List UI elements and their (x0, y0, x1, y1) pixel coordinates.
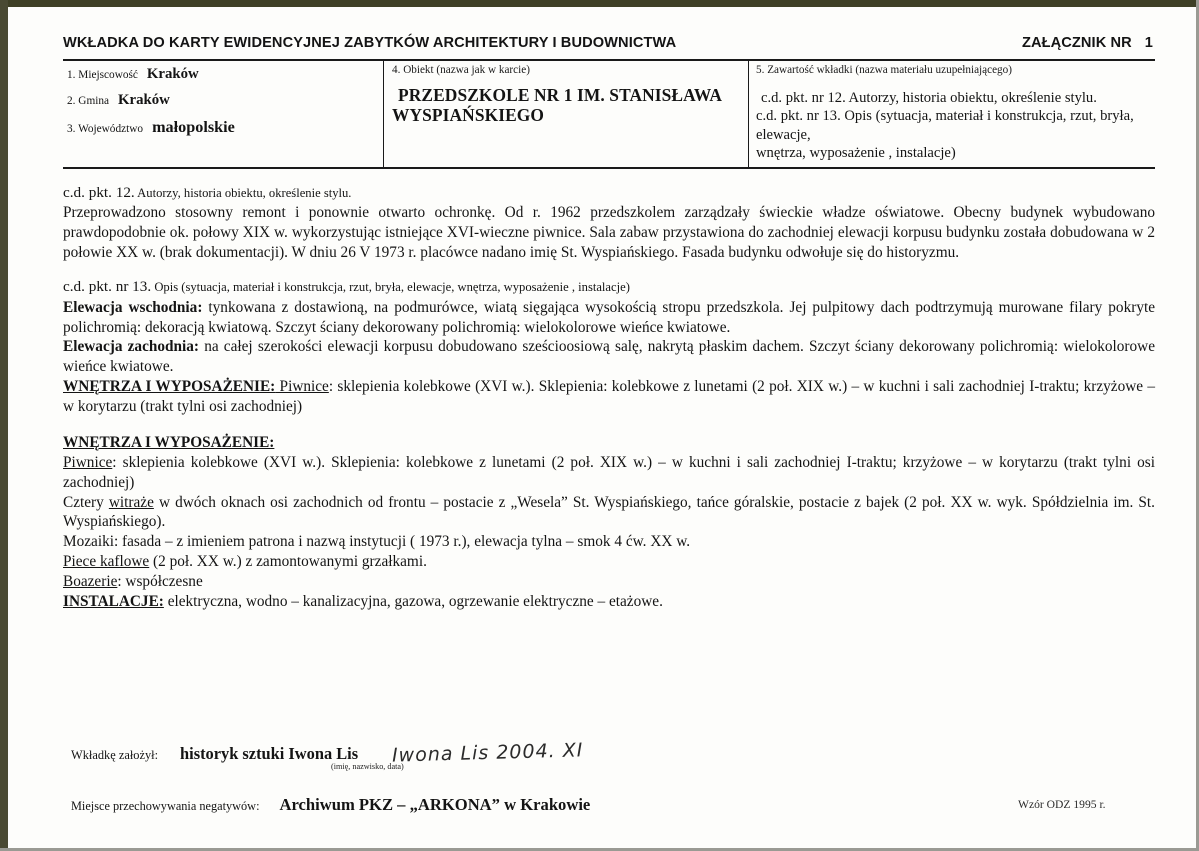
table-row (63, 60, 1155, 168)
wnetrza-inline-label: WNĘTRZA I WYPOSAŻENIE: (63, 378, 276, 396)
boazerie-text: : współczesne (117, 573, 203, 590)
section-13-heading (63, 277, 1155, 298)
section-12-paragraph: Przeprowadzono stosowny remont i ponownie otwarto ochronkę. Od r. 1962 przedszkolem zarządzały świeckie władze oświatowe. Obecny budynek wybudowano prawdopodobnie ok. połowy XIX w. wykorzystując istniejące XVI-wieczne piwnice. Sala zabaw przystawiona do zachodniej elewacji korpusu budynku została dobudowana w 2 połowie XX w. (brak dokumentacji). W dniu 26 V 1973 r. placówce nadano imię St. Wyspiańskiego. Fasada budynku odwołuje się do historyzmu. (63, 204, 1155, 261)
object-label: 4. Obiekt (nazwa jak w karcie) (392, 64, 530, 76)
attachment-label: ZAŁĄCZNIK NR (1021, 35, 1132, 51)
object-name-line2: WYSPIAŃSKIEGO (392, 105, 545, 126)
founder-label: Wkładkę założył: (71, 748, 159, 762)
scan-edge-top (0, 0, 1199, 7)
content-line-3: wnętrza, wyposażenie , instalacje) (756, 145, 956, 162)
section-12-heading (63, 183, 1155, 204)
piwnice-label: Piwnice (63, 453, 113, 471)
field-value: Kraków (118, 92, 170, 108)
content-line-2: c.d. pkt. nr 13. Opis (sytuacja, materiał i konstrukcja, rzut, bryła, elewacje, (756, 108, 1134, 143)
field-value: małopolskie (152, 118, 235, 136)
field-value: Kraków (146, 66, 199, 82)
piwnice-text: : sklepienia kolebkowe (XVI w.). Sklepienia: kolebkowe z lunetami (2 poł. XIX w.) – w kuchni i sali zachodniej I-traktu; krzyżowe – w korytarzu (trakt tylni osi zachodniej) (63, 453, 1155, 491)
handwritten-signature: Iwona Lis 2004. XI (391, 739, 584, 767)
instalacje-label: INSTALACJE: (63, 592, 164, 610)
content-cell (749, 60, 1156, 168)
attachment-number: 1 (1144, 35, 1153, 51)
wnetrza-inline-paragraph (63, 377, 1155, 417)
section-interiors (63, 433, 1155, 612)
instalacje-text: elektryczna, wodno – kanalizacyjna, gazowa, ogrzewanie elektryczne – etażowe. (163, 592, 663, 610)
section-12-heading-lead: c.d. pkt. 12. (63, 183, 135, 201)
interiors-line-witraze (63, 493, 1155, 533)
boazerie-label: Boazerie (63, 573, 118, 590)
object-name-line1: PRZEDSZKOLE NR 1 IM. STANISŁAWA (398, 85, 723, 105)
content-line-1: c.d. pkt. nr 12. Autorzy, historia obiektu, określenie stylu. (761, 90, 1097, 106)
elewacja-wschodnia-label: Elewacja wschodnia: (63, 298, 203, 316)
content-lines (756, 76, 1155, 167)
elewacja-wschodnia-text: tynkowana z dostawioną, na podmurówce, wiatą sięgająca wysokością stropu przedszkola. Jej pulpitowy dach podtrzymują murowane filary pokryte polichromią: dekoracją kwiatową. Szczyt ściany dekorowany polichromią: wielokolorowe wieńce kwiatowe. (63, 298, 1156, 336)
section-13-heading-rest: Opis (sytuacja, materiał i konstrukcja, rzut, bryła, elewacje, wnętrza, wyposażenie , instalacje) (151, 279, 630, 294)
interiors-line-instalacje (63, 592, 1155, 612)
interiors-line-piece (63, 552, 1155, 572)
field-wojewodztwo (67, 113, 383, 141)
wnetrza-inline-piwnice: Piwnice (275, 378, 329, 396)
negatives-row (71, 795, 1156, 815)
signature-caption: (imię, nazwisko, data) (331, 762, 404, 771)
elewacja-zachodnia-paragraph (63, 337, 1155, 377)
section-12-heading-rest: Autorzy, historia obiektu, określenie stylu. (134, 185, 352, 200)
elewacja-wschodnia-paragraph (63, 298, 1155, 338)
interiors-line-piwnice (63, 453, 1155, 493)
form-note: Wzór ODZ 1995 r. (1018, 798, 1106, 811)
field-label: 1. Miejscowość (67, 69, 138, 81)
document-body (63, 169, 1155, 612)
field-label: 2. Gmina (67, 95, 110, 107)
negatives-label: Miejsce przechowywania negatywów: (71, 799, 260, 813)
document-header (63, 35, 1155, 59)
piece-kaflowe-text: (2 poł. XX w.) z zamontowanymi grzałkami. (149, 553, 427, 571)
piece-kaflowe-label: Piece kaflowe (63, 553, 150, 571)
content-label: 5. Zawartość wkładki (nazwa materiału uzupełniającego) (756, 64, 1012, 76)
info-table (63, 59, 1155, 169)
interiors-line-mozaiki: Mozaiki: fasada – z imieniem patrona i nazwą instytucji ( 1973 r.), elewacja tylna – smok 4 ćw. XX w. (63, 533, 691, 551)
spacer (63, 263, 1155, 277)
witraze-pre: Cztery (63, 493, 109, 511)
section-13-heading-lead: c.d. pkt. nr 13. (63, 277, 152, 295)
scan-edge-left (0, 0, 8, 851)
page-title: WKŁADKA DO KARTY EWIDENCYJNEJ ZABYTKÓW ARCHITEKTURY I BUDOWNICTWA (63, 35, 677, 51)
wnetrza-inline-text: : sklepienia kolebkowe (XVI w.). Sklepienia: kolebkowe z lunetami (2 poł. XIX w.) – w kuchni i sali zachodniej I-traktu; krzyżowe – w korytarzu (trakt tylni osi zachodniej) (63, 378, 1155, 415)
document-content (63, 35, 1155, 612)
object-cell (384, 60, 749, 168)
interiors-line-boazerie (63, 572, 1155, 592)
document-footer (71, 739, 1156, 815)
attachment-block (1022, 35, 1155, 51)
witraze-text: w dwóch oknach osi zachodnich od frontu – postacie z „Wesela” St. Wyspiańskiego, tańce góralskie, postacie z bajek (2 poł. XX w. wyk. Spółdzielnia im. St. Wyspiańskiego). (63, 493, 1155, 531)
field-miejscowosc (67, 61, 383, 87)
spacer (63, 417, 1155, 431)
field-label: 3. Województwo (67, 123, 144, 135)
negatives-value: Archiwum PKZ – „ARKONA” w Krakowie (279, 795, 591, 814)
founder-value: historyk sztuki Iwona Lis (180, 744, 359, 763)
section-interiors-heading: WNĘTRZA I WYPOSAŻENIE: (63, 433, 275, 451)
elewacja-zachodnia-label: Elewacja zachodnia: (63, 338, 200, 356)
elewacja-zachodnia-text: na całej szerokości elewacji korpusu dobudowano sześcioosiową salę, nakrytą płaskim dachem. Szczyt ściany dekorowany polichromią: wielokolorowe wieńce kwiatowe. (63, 338, 1155, 376)
object-name (392, 76, 748, 135)
document-sheet (8, 7, 1196, 848)
witraze-label: witraże (108, 493, 154, 511)
field-gmina (67, 87, 383, 113)
identification-cell (63, 60, 384, 168)
